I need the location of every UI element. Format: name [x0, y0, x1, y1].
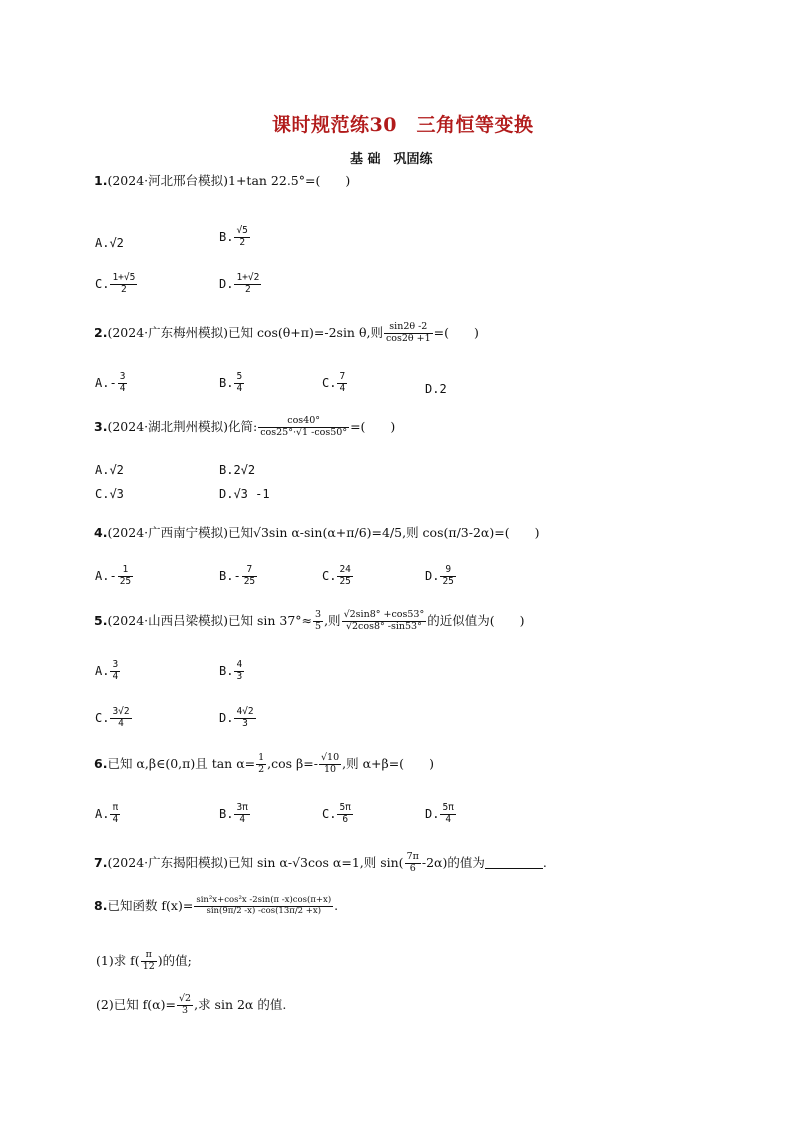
option-a: A.- $\frac{3}{4}$: [95, 371, 126, 394]
option-d: D.2: [425, 382, 447, 396]
question-number: 8.: [94, 897, 108, 913]
option-c: C. $\frac{7}{4}$: [322, 371, 346, 394]
question-3: 3.(2024·湖北荆州模拟)化简: $\frac{\cos 40^\circ}{\cos 25^\circ\cdot√1 -\cos 50^\circ}$ =( ): [94, 415, 396, 438]
page-title: 课时规范练30 三角恒等变换: [272, 114, 534, 136]
question-stem: (2024·河北邢台模拟)1+tan 22.5°=( ): [107, 173, 351, 188]
question-8-part-2: (2)已知 f(α)= $\frac{√2}{3}$ ,求 sin 2α 的值.: [96, 993, 287, 1016]
option-c: C.√3: [95, 487, 124, 501]
option-c: C. $\frac{3√2}{4}$: [95, 706, 130, 729]
option-d: D.√3 -1: [219, 487, 270, 501]
option-b: B. $\frac{√5}{2}$: [219, 225, 248, 248]
option-b: B.- $\frac{7}{25}$: [219, 564, 256, 587]
question-6: 6.已知 α,β∈(0,π)且 tan α= $\frac{1}{2}$ ,cos β=- $\frac{√10}{10}$ ,则 α+β=( ): [94, 752, 434, 775]
question-number: 1.: [94, 173, 108, 188]
option-d: D. $\frac{4√2}{3}$: [219, 706, 254, 729]
question-8-part-1: (1)求 f( $\frac{\pi}{12}$ )的值;: [96, 949, 192, 972]
question-number: 5.: [94, 612, 108, 628]
option-d: D. $\frac{5\pi}{4}$: [425, 802, 454, 825]
option-c: C. $\frac{24}{25}$: [322, 564, 351, 587]
option-c: C. $\frac{5\pi}{6}$: [322, 802, 351, 825]
option-a: A.√2: [95, 236, 124, 250]
option-d: D. $\frac{1+√2}{2}$: [219, 272, 260, 295]
question-number: 2.: [94, 324, 108, 340]
option-b: B.2√2: [219, 463, 256, 477]
option-b: B. $\frac{4}{3}$: [219, 659, 243, 682]
option-c: C. $\frac{1+√5}{2}$: [95, 272, 136, 295]
question-number: 4.: [94, 525, 108, 540]
question-4: 4.(2024·广西南宁模拟)已知√3sin α-sin(α+π/6)=4/5,则 cos(π/3-2α)=( ): [94, 525, 540, 540]
option-b: B. $\frac{3\pi}{4}$: [219, 802, 248, 825]
question-5: 5.(2024·山西吕梁模拟)已知 sin 37°≈ $\frac{3}{5}$ ,则 $\frac{√2\sin 8^\circ +\cos 53^\circ}{√2\cos 8^\circ -\sin 53^\circ}$ 的近似值为( ): [94, 609, 525, 632]
question-number: 7.: [94, 854, 108, 870]
question-8: 8.已知函数 f(x)= $\frac{\text{sin²x+cos²x -2sin(π -x)cos(π+x)}}{\sin(9\pi/2 -x) -\cos(13\pi/2 +x)}$ .: [94, 895, 339, 916]
answer-blank[interactable]: [485, 856, 543, 869]
question-7: 7.(2024·广东揭阳模拟)已知 sin α-√3cos α=1,则 sin( $\frac{7\pi}{6}$ -2α)的值为 .: [94, 851, 547, 874]
question-1: [94, 173, 350, 188]
option-a: A. $\frac{3}{4}$: [95, 659, 119, 682]
option-a: A.- $\frac{1}{25}$: [95, 564, 132, 587]
section-heading: 基 础 巩固练: [350, 152, 433, 167]
question-2: 2.(2024·广东梅州模拟)已知 cos(θ+π)=-2sin θ,则 $\frac{\sin 2\theta -2}{\cos 2\theta +1}$ =( ): [94, 321, 479, 344]
option-b: B. $\frac{5}{4}$: [219, 371, 243, 394]
option-a: A. $\frac{\pi}{4}$: [95, 802, 119, 825]
question-number: 3.: [94, 418, 108, 434]
question-number: 6.: [94, 755, 108, 771]
option-a: A.√2: [95, 463, 124, 477]
option-d: D. $\frac{9}{25}$: [425, 564, 454, 587]
